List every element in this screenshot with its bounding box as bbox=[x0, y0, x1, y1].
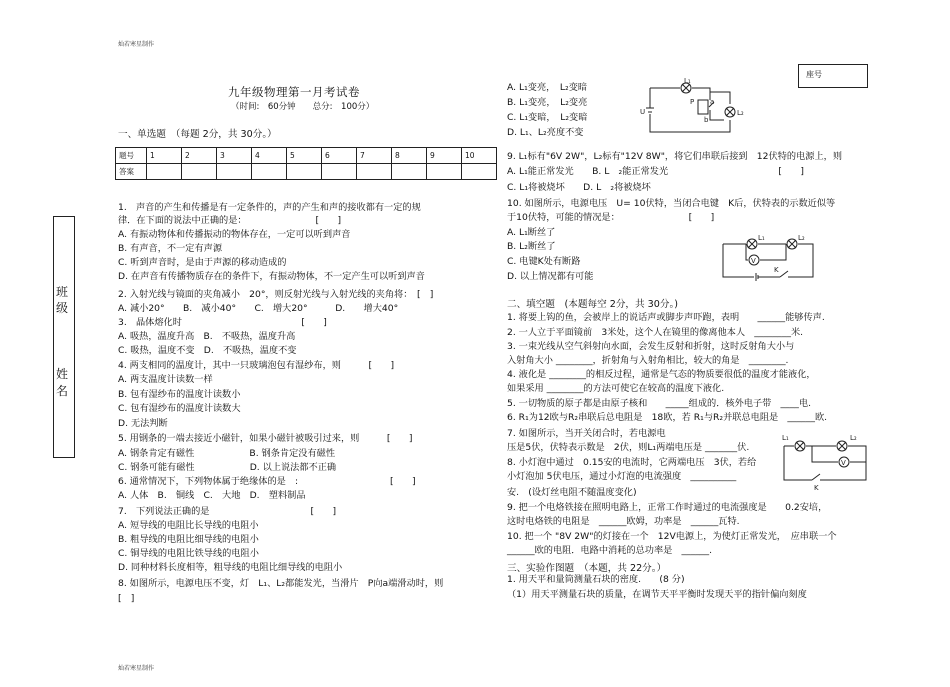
question-line: A. 短导线的电阻比长导线的电阻小 bbox=[118, 520, 259, 531]
circuit-diagram-fill-q7 bbox=[776, 432, 872, 490]
question-line: 7. 下列说法正确的是 [ ] bbox=[118, 506, 337, 517]
answer-cell[interactable] bbox=[427, 164, 462, 180]
circuit2-V-label: V bbox=[751, 257, 756, 265]
question-line: C. 电键K处有断路 bbox=[507, 256, 581, 267]
question-line: D. 在声音有传播物质存在的条件下，有振动物体，不一定产生可以听到声音 bbox=[118, 271, 425, 282]
answer-cell[interactable] bbox=[462, 164, 497, 180]
side-name-box bbox=[53, 216, 75, 458]
circuit1-L1-label: L₁ bbox=[684, 77, 691, 85]
question-line: A. L₁变亮， L₂变暗 bbox=[507, 82, 588, 93]
question-line: 5. 一切物质的原子都是由原子核和 _____组成的．核外电子带 ____电. bbox=[507, 398, 812, 409]
question-line: 如果采用 ________的方法可使它在较高的温度下液化. bbox=[507, 383, 725, 394]
answer-table-number: 8 bbox=[392, 148, 427, 164]
question-line: [ ] bbox=[118, 593, 135, 604]
question-line: ______欧的电阻．电路中消耗的总功率是 ______. bbox=[507, 545, 713, 556]
answer-table-number: 3 bbox=[217, 148, 252, 164]
header-note: 灿若寒星制作 bbox=[118, 41, 155, 48]
circuit2-L1-label: L₁ bbox=[758, 234, 765, 242]
question-line: C. 包有湿纱布的温度计读数大 bbox=[118, 403, 241, 414]
answer-cell[interactable] bbox=[217, 164, 252, 180]
answer-cell[interactable] bbox=[392, 164, 427, 180]
question-line: 小灯泡加 5伏电压，通过小灯泡的电流强度 __________ bbox=[507, 471, 737, 482]
circuit2-K-label: K bbox=[774, 266, 779, 274]
question-line: B. 包有湿纱布的温度计读数小 bbox=[118, 389, 241, 400]
circuit3-L2-label: L₂ bbox=[850, 434, 857, 442]
section-1-heading: 一、单选题 （每题 2分，共 30分。） bbox=[118, 129, 277, 140]
question-line: B. 粗导线的电阻比细导线的电阻小 bbox=[118, 534, 259, 545]
seat-number-box bbox=[798, 64, 868, 88]
question-line: C. 铜导线的电阻比铁导线的电阻小 bbox=[118, 548, 259, 559]
circuit1-a-label: a bbox=[710, 98, 715, 106]
question-line: B. 有声音，不一定有声源 bbox=[118, 243, 223, 254]
question-line: D. 无法判断 bbox=[118, 418, 168, 429]
answer-cell[interactable] bbox=[287, 164, 322, 180]
answer-table-answer-row bbox=[116, 164, 497, 180]
question-line: D. L₁、L₂亮度不变 bbox=[507, 127, 584, 138]
question-line: 7. 如图所示，当开关闭合时，若电源电 bbox=[507, 428, 666, 439]
exam-title: 九年级物理第一月考试卷 bbox=[228, 85, 360, 99]
question-line: A. 两支温度计读数一样 bbox=[118, 374, 213, 385]
circuit3-V-label: V bbox=[841, 459, 846, 467]
answer-table-number: 10 bbox=[462, 148, 497, 164]
answer-cell[interactable] bbox=[322, 164, 357, 180]
answer-table-number: 1 bbox=[147, 148, 182, 164]
answer-table-number: 7 bbox=[357, 148, 392, 164]
answer-table-row1-label: 题号 bbox=[116, 148, 147, 164]
answer-table-number: 9 bbox=[427, 148, 462, 164]
question-line: A. 吸热，温度升高 B. 不吸热，温度升高 bbox=[118, 331, 296, 342]
side-class-char-1: 班 bbox=[56, 285, 69, 299]
question-line: 安. (设灯丝电阻不随温度变化) bbox=[507, 487, 637, 498]
footer-note: 灿若寒星制作 bbox=[118, 665, 155, 672]
question-line: B. L₂断丝了 bbox=[507, 241, 556, 252]
answer-cell[interactable] bbox=[182, 164, 217, 180]
answer-table-row2-label: 答案 bbox=[116, 164, 147, 180]
question-line: B. L₁变亮， L₂变亮 bbox=[507, 97, 588, 108]
answer-cell[interactable] bbox=[252, 164, 287, 180]
answer-table-number: 2 bbox=[182, 148, 217, 164]
side-name-char-1: 姓 bbox=[56, 367, 69, 381]
question-line: 10. 把一个 "8V 2W"的灯接在一个 12V电源上，为使灯正常发光， 应串联一个 bbox=[507, 531, 837, 542]
question-line: A. 人体 B. 铜线 C. 大地 D. 塑料制品 bbox=[118, 490, 306, 501]
question-line: 6. R₁为12欧与R₂串联后总电阻是 18欧，若 R₁与R₂并联总电阻是 ______欧. bbox=[507, 412, 828, 423]
side-class-char-2: 级 bbox=[56, 301, 69, 315]
side-name-char-2: 名 bbox=[56, 384, 69, 398]
answer-table-number: 4 bbox=[252, 148, 287, 164]
question-line: 9. 把一个电烙铁接在照明电路上，正常工作时通过的电流强度是 0.2安培， bbox=[507, 502, 828, 513]
answer-table-number-row bbox=[116, 148, 497, 164]
seat-label: 座号 bbox=[806, 70, 822, 79]
answer-table-number: 5 bbox=[287, 148, 322, 164]
exam-subtitle: （时间: 60分钟 总分: 100分） bbox=[231, 102, 375, 112]
question-line: 压是5伏，伏特表示数是 2伏，则L₁两端电压是 _______伏. bbox=[507, 442, 750, 453]
section-3-heading: 三、实验作图题 （本题，共 22分。） bbox=[507, 563, 667, 574]
question-line: 3. 晶体熔化时 [ ] bbox=[118, 317, 327, 328]
question-line: 5. 用钢条的一端去接近小磁针，如果小磁针被吸引过来，则 [ ] bbox=[118, 433, 413, 444]
question-line: 3. 一束光线从空气斜射向水面，会发生反射和折射，这时反射角大小与 bbox=[507, 341, 795, 352]
question-line: 1. 用天平和量筒测量石块的密度. (8 分) bbox=[507, 574, 685, 585]
question-line: 2. 一人立于平面镜前 3米处，这个人在镜里的像离他本人 ________米. bbox=[507, 327, 804, 338]
answer-cell[interactable] bbox=[357, 164, 392, 180]
question-line: 律．在下面的说法中正确的是： [ ] bbox=[118, 215, 342, 226]
question-line: 2. 入射光线与镜面的夹角减小 20°，则反射光线与入射光线的夹角将： [ ] bbox=[118, 289, 434, 300]
circuit3-K-label: K bbox=[814, 484, 819, 492]
circuit-diagram-q8 bbox=[640, 77, 750, 140]
circuit-diagram-q10 bbox=[718, 232, 818, 282]
question-line: 9. L₁标有"6V 2W"，L₂标有"12V 8W"，将它们串联后接到 12伏特的电源上，则 bbox=[507, 151, 843, 162]
question-line: （1）用天平测量石块的质量，在调节天平平衡时发现天平的指针偏向刻度 bbox=[507, 589, 807, 600]
question-line: 8. 小灯泡中通过 0.15安的电流时，它两端电压 3伏，若给 bbox=[507, 457, 757, 468]
circuit2-L2-label: L₂ bbox=[798, 234, 805, 242]
question-line: D. 以上情况都有可能 bbox=[507, 271, 594, 282]
answer-table bbox=[115, 147, 497, 180]
answer-table-number: 6 bbox=[322, 148, 357, 164]
question-line: C. 吸热，温度不变 D. 不吸热，温度不变 bbox=[118, 345, 297, 356]
question-line: A. L₁能正常发光 B. L ₂能正常发光 [ ] bbox=[507, 166, 804, 177]
question-line: C. L₁将被烧坏 D. L ₂将被烧坏 bbox=[507, 182, 651, 193]
question-line: 这时电烙铁的电阻是 ______欧姆，功率是 ______瓦特. bbox=[507, 516, 740, 527]
answer-cell[interactable] bbox=[147, 164, 182, 180]
question-line: C. 听到声音时，是由于声源的移动造成的 bbox=[118, 257, 287, 268]
question-line: C. 钢条可能有磁性 D. 以上说法都不正确 bbox=[118, 462, 337, 473]
question-line: D. 同种材料长度相等，粗导线的电阻比细导线的电阻小 bbox=[118, 562, 343, 573]
question-line: 入射角大小 ________，折射角与入射角相比，较大的角是 ________. bbox=[507, 355, 789, 366]
question-line: 10. 如图所示，电源电压 U= 10伏特，当闭合电键 K后，伏特表的示数近似等 bbox=[507, 198, 836, 209]
circuit1-P-label: P bbox=[690, 98, 695, 106]
question-line: A. 减小20° B. 减小40° C. 增大20° D. 增大40° bbox=[118, 303, 399, 314]
question-line: 4. 两支相同的温度计，其中一只玻璃泡包有湿纱布，则 [ ] bbox=[118, 360, 395, 371]
question-line: A. 钢条肯定有磁性 B. 钢条肯定没有磁性 bbox=[118, 448, 336, 459]
question-line: C. L₁变暗， L₂变暗 bbox=[507, 112, 588, 123]
question-line: 4. 液化是 ________的相反过程，通常是气态的物质要很低的温度才能液化， bbox=[507, 369, 816, 380]
question-line: A. 有振动物体和传播振动的物体存在，一定可以听到声音 bbox=[118, 229, 351, 240]
section-2-heading: 二、填空题 (本题每空 2分，共 30分。) bbox=[507, 299, 679, 310]
circuit1-b-label: b bbox=[704, 116, 709, 124]
question-line: A. L₁断丝了 bbox=[507, 227, 556, 238]
question-line: 1. 将要上钩的鱼，会被岸上的说话声或脚步声吓跑，表明 ______能够传声. bbox=[507, 312, 825, 323]
question-line: 8. 如图所示，电源电压不变，灯 L₁、L₂都能发光，当滑片 P向a端滑动时，则 bbox=[118, 578, 444, 589]
question-line: 6. 通常情况下，下列物体属于绝缘体的是 : [ ] bbox=[118, 476, 416, 487]
question-line: 于10伏特，可能的情况是： [ ] bbox=[507, 212, 715, 223]
question-line: 1. 声音的产生和传播是有一定条件的，声的产生和声的接收都有一定的规 bbox=[118, 202, 421, 213]
circuit1-U-label: U bbox=[640, 108, 646, 116]
circuit3-L1-label: L₁ bbox=[782, 434, 789, 442]
circuit1-L2-label: L₂ bbox=[737, 109, 744, 117]
